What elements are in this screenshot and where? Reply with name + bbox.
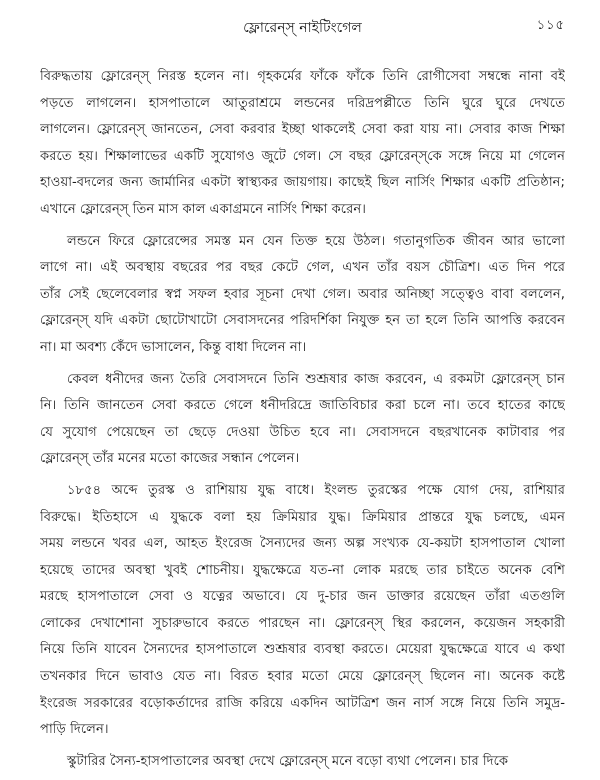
text-line: তখনকার দিনে ভাবাও যেত না। বিরত হবার মতো মেয়ে ফ্লোরেন্স্ ছিলেন না। অনেক কষ্টে: [40, 669, 565, 685]
text-line: তাঁর সেই ছেলেবেলার স্বপ্ন সফল হবার সূচনা দেখা গেল। অবার অনিচ্ছা সত্ত্বেও বাবা বললেন,: [40, 286, 565, 302]
text-line: লন্ডনে ফিরে ফ্লোরেন্সের সমস্ত মন যেন তিক্ত হয়ে উঠল। গতানুগতিক জীবন আর ভালো: [67, 233, 565, 249]
text-line: বিরুদ্ধে। ইতিহাসে এ যুদ্ধকে বলা হয় ক্রিমিয়ার যুদ্ধ। ক্রিমিয়ার প্রান্তরে যুদ্ধ চলছে, এমন: [40, 509, 565, 525]
text-line: সময় লন্ডনে খবর এল, আহত ইংরেজ সৈন্যদের জন্য অল্প সংখ্যক যে-কয়টা হাসপাতাল খোলা: [40, 536, 565, 552]
text-line: ইংরেজ সরকারের বড়োকর্তাদের রাজি করিয়ে একদিন আটত্রিশ জন নার্স সঙ্গে নিয়ে তিনি সমুদ্র-: [40, 695, 565, 711]
paragraph-1: [40, 64, 565, 224]
paragraph-4: [40, 478, 565, 744]
text-line: লাগলেন। ফ্লোরেন্স্ জানতেন, সেবা করবার ইচ্ছা থাকলেই সেবা করা যায় না। সেবার কাজ শিক্ষা: [40, 122, 565, 138]
text-line: ফ্লোরেন্স্ তাঁর মনের মতো কাজের সন্ধান পেলেন।: [40, 451, 300, 467]
text-line: এখানে ফ্লোরেন্স্ তিন মাস কাল একাগ্রমনে নার্সিং শিক্ষা করেন।: [40, 201, 366, 217]
text-line: হয়েছে তাদের অবস্থা খুবই শোচনীয়। যুদ্ধক্ষেত্রে যত-না লোক মরছে তার চাইতে অনেক বেশি: [40, 562, 565, 578]
text-line: না। মা অবশ্য কেঁদে ভাসালেন, কিন্তু বাধা দিলেন না।: [40, 339, 307, 355]
text-line: লোকের দেখাশোনা সুচারুভাবে করতে পারছেন না। ফ্লোরেন্স্ স্থির করলেন, কয়েজন সহকারী: [40, 615, 565, 631]
text-line: কেবল ধনীদের জন্য তৈরি সেবাসদনে তিনি শুশ্রূষার কাজ করবেন, এ রকমটা ফ্লোরেন্স্ চান: [67, 371, 565, 387]
text-line: ফ্লোরেন্স্ যদি একটা ছোটোখাটো সেবাসদনের পরিদর্শিকা নিযুক্ত হন তা হলে তিনি আপত্তি করবেন: [40, 313, 565, 329]
paragraph-3: [40, 367, 565, 473]
page-number: ১১৫: [536, 18, 565, 33]
text-line: মরছে হাসপাতালে সেবা ও যত্নের অভাবে। যে দু-চার জন ডাক্তার রয়েছেন তাঁরা এতগুলি: [40, 589, 565, 605]
text-line: নিয়ে তিনি যাবেন সৈন্যদের হাসপাতালে শুশ্রূষার ব্যবস্থা করতে। মেয়েরা যুদ্ধক্ষেত্রে যাবে এ কথা: [40, 642, 565, 658]
text-line: নি। তিনি জানতেন সেবা করতে গেলে ধনীদরিদ্রে জাতিবিচার করা চলে না। তবে হাতের কাছে: [40, 398, 565, 414]
text-line: পাড়ি দিলেন।: [40, 722, 109, 738]
text-line: ১৮৫৪ অব্দে তুরস্ক ও রাশিয়ায় যুদ্ধ বাধে। ইংলন্ড তুরস্কের পক্ষে যোগ দেয়, রাশিয়ার: [67, 482, 565, 498]
text-line: হাওয়া-বদলের জন্য জার্মানির একটা স্বাস্থ্যকর জায়গায়। কাছেই ছিল নার্সিং শিক্ষার একটি প্রতিষ্ঠান;: [40, 175, 565, 191]
text-line: স্কুটারির সৈন্য-হাসপাতালের অবস্থা দেখে ফ্লোরেন্স্ মনে বড়ো ব্যথা পেলেন। চার দিকে: [67, 753, 509, 769]
text-line: বিরুদ্ধতায় ফ্লোরেন্স্ নিরস্ত হলেন না। গৃহকর্মের ফাঁকে ফাঁকে তিনি রোগীসেবা সম্বন্ধে নানা বই: [40, 69, 565, 84]
running-head: [40, 16, 565, 38]
paragraph-2: [40, 229, 565, 362]
paragraph-5: [40, 749, 565, 776]
body-text: [40, 64, 565, 780]
text-line: করতে হয়। শিক্ষালাভের একটি সুযোগও জুটে গেল। সে বছর ফ্লোরেন্স্‌কে সঙ্গে নিয়ে মা গেলেন: [40, 148, 565, 164]
text-line: লাগে না। এই অবস্থায় বছরের পর বছর কেটে গেল, এখন তাঁর বয়স চৌত্রিশ। এত দিন পরে: [40, 260, 565, 276]
text-line: পড়তে লাগলেন। হাসপাতালে আতুরাশ্রমে লন্ডনের দরিদ্রপল্লীতে তিনি ঘুরে ঘুরে দেখতে: [40, 95, 565, 111]
text-line: যে সুযোগ পেয়েছেন তা ছেড়ে দেওয়া উচিত হবে না। সেবাসদনে বছরখানেক কাটাবার পর: [40, 424, 565, 440]
running-title: ফ্লোরেন্স্ নাইটিংগেল: [243, 20, 362, 36]
